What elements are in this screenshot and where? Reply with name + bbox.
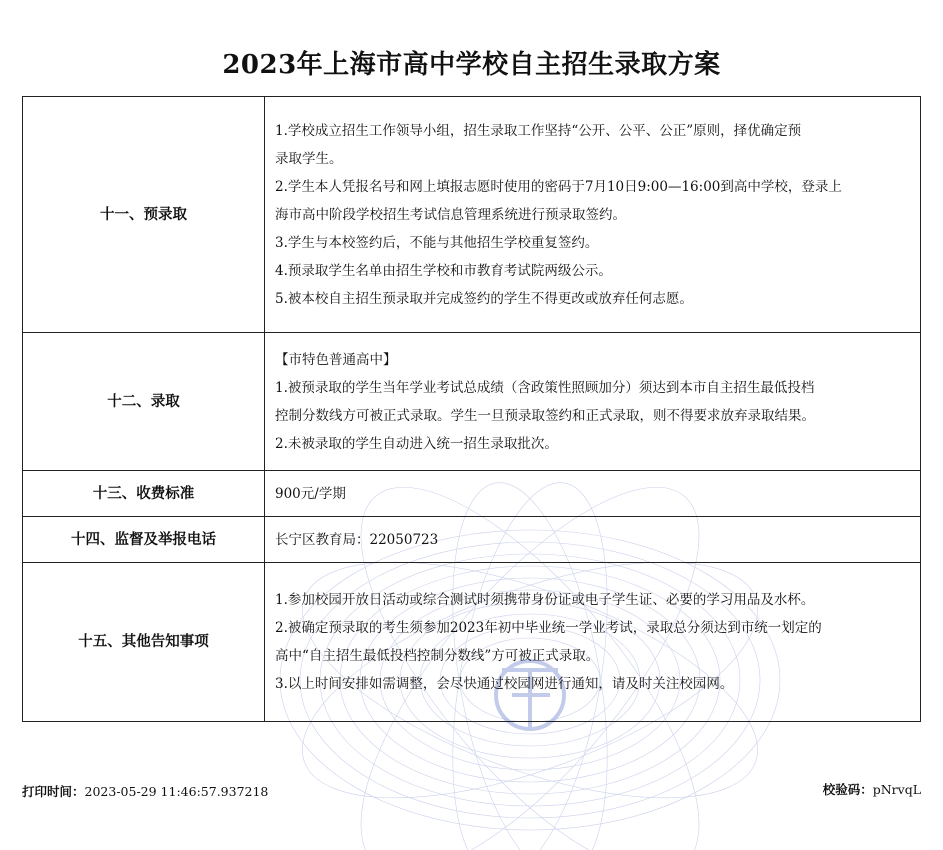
row-label: 十二、录取 [23, 333, 265, 471]
row-label: 十一、预录取 [23, 97, 265, 333]
row-label: 十三、收费标准 [23, 471, 265, 517]
row-content [265, 517, 921, 563]
content-line: 1.参加校园开放日活动或综合测试时须携带身份证或电子学生证、必要的学习用品及水杯。 [275, 592, 815, 608]
check-code-value: pNrvqL [872, 782, 921, 797]
content-line: 海市高中阶段学校招生考试信息管理系统进行预录取签约。 [275, 206, 626, 223]
row-label: 十四、监督及举报电话 [23, 517, 265, 563]
content-line: 2.被确定预录取的考生须参加2023年初中毕业统一学业考试，录取总分须达到市统一划定的 [275, 620, 822, 636]
page-title: 2023年上海市高中学校自主招生录取方案 [222, 50, 721, 80]
admission-plan-table [22, 96, 921, 722]
content-line: 4.预录取学生名单由招生学校和市教育考试院两级公示。 [275, 262, 612, 279]
content-line: 2.未被录取的学生自动进入统一招生录取批次。 [275, 435, 558, 452]
print-time-value: 2023-05-29 11:46:57.937218 [84, 784, 269, 799]
row-content [265, 97, 921, 333]
content-line: 【市特色普通高中】 [275, 351, 397, 368]
print-time [22, 782, 268, 800]
check-code-label: 校验码： [822, 782, 873, 797]
content-line: 5.被本校自主招生预录取并完成签约的学生不得更改或放弃任何志愿。 [275, 290, 693, 307]
content-line: 1.被预录取的学生当年学业考试总成绩（含政策性照顾加分）须达到本市自主招生最低投档 [275, 379, 815, 396]
content-line: 录取学生。 [275, 150, 343, 167]
row-content [265, 333, 921, 471]
table-row [23, 517, 921, 563]
table-row [23, 471, 921, 517]
content-line: 3.学生与本校签约后，不能与其他招生学校重复签约。 [275, 234, 599, 251]
content-line: 900元/学期 [275, 485, 346, 502]
table-row [23, 563, 921, 722]
check-code [823, 780, 921, 798]
table-row [23, 97, 921, 333]
print-time-label: 打印时间： [22, 784, 85, 799]
row-content [265, 471, 921, 517]
content-line: 2.学生本人凭报名号和网上填报志愿时使用的密码于7月10日9:00—16:00到高中学校，登录上 [275, 178, 842, 195]
content-line: 高中“自主招生最低投档控制分数线”方可被正式录取。 [275, 648, 600, 664]
table-row [23, 333, 921, 471]
content-line: 控制分数线方可被正式录取。学生一旦预录取签约和正式录取，则不得要求放弃录取结果。 [275, 407, 815, 424]
row-content [265, 563, 921, 722]
content-line: 长宁区教育局：22050723 [275, 531, 439, 548]
row-label: 十五、其他告知事项 [23, 563, 265, 722]
content-line: 3.以上时间安排如需调整，会尽快通过校园网进行通知，请及时关注校园网。 [275, 676, 734, 692]
content-line: 1.学校成立招生工作领导小组，招生录取工作坚持“公开、公平、公正”原则，择优确定预 [275, 122, 802, 139]
